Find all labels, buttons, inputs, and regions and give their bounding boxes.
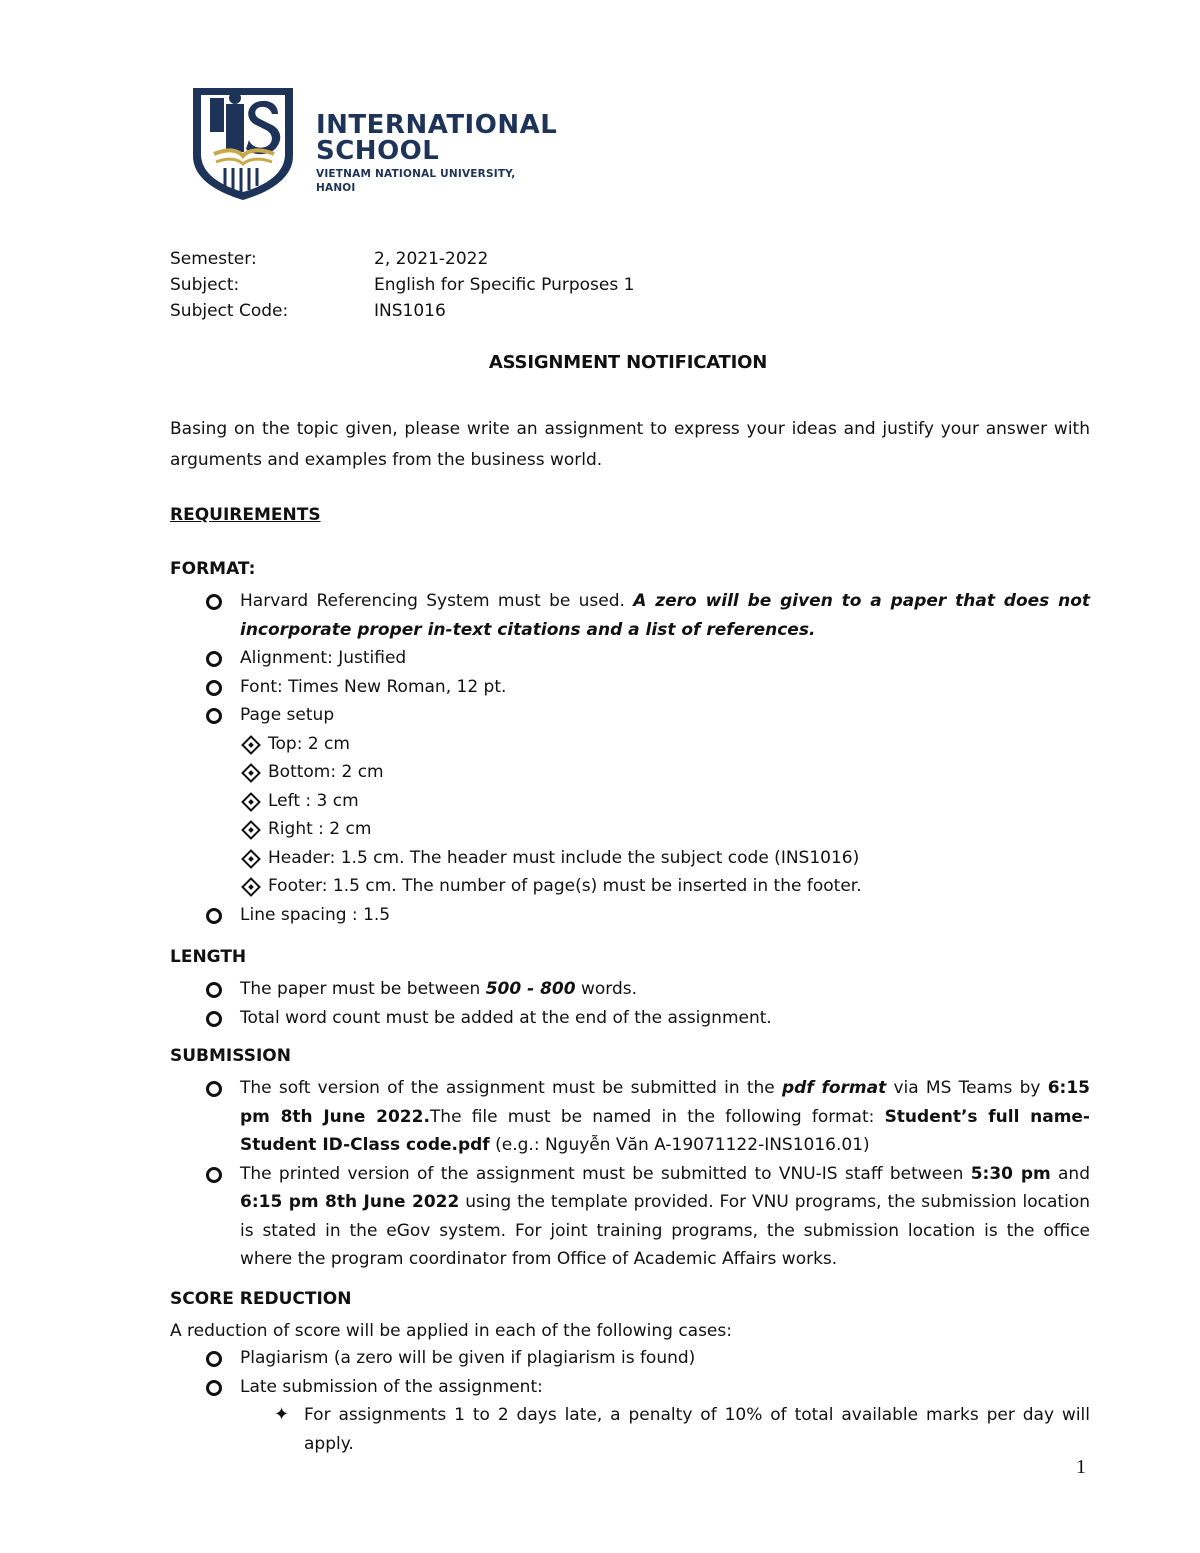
length-heading: LENGTH bbox=[170, 947, 247, 967]
course-meta bbox=[170, 246, 634, 324]
school-logo bbox=[190, 86, 558, 204]
late-penalty-text: For assignments 1 to 2 days late, a penalty of 10% of total available marks per day will apply. bbox=[304, 1405, 1090, 1454]
soft-text-c: via MS Teams by bbox=[886, 1078, 1048, 1098]
print-text-a: The printed version of the assignment must be submitted to VNU-IS staff between bbox=[240, 1163, 971, 1184]
right-margin-text: Right : 2 cm bbox=[268, 819, 372, 839]
soft-text-e: The file must be named in the following format: bbox=[429, 1106, 885, 1127]
circle-bullet-icon bbox=[206, 1380, 222, 1396]
sub-list-item bbox=[170, 844, 1090, 873]
file-name-example: (e.g.: Nguyễn Văn A-19071122-INS1016.01) bbox=[489, 1135, 870, 1155]
diamond-bullet-icon bbox=[241, 735, 261, 755]
circle-bullet-icon bbox=[206, 708, 222, 724]
line-spacing-text: Line spacing : 1.5 bbox=[240, 904, 391, 925]
harvard-warning: A zero will be given to a paper that does not incorporate proper in-text citations and a list of references. bbox=[240, 591, 1091, 640]
circle-bullet-icon bbox=[206, 1011, 222, 1027]
print-deadline: 6:15 pm 8th June 2022 bbox=[240, 1192, 460, 1212]
subject-row bbox=[170, 272, 634, 298]
list-item bbox=[170, 1004, 1090, 1033]
sub-list-item bbox=[170, 1401, 1090, 1458]
length-text-c: words. bbox=[575, 979, 638, 999]
page-setup-text: Page setup bbox=[240, 705, 335, 725]
alignment-text: Alignment: Justified bbox=[240, 648, 407, 668]
left-margin-text: Left : 3 cm bbox=[268, 790, 359, 811]
diamond-bullet-icon bbox=[241, 792, 261, 812]
logo-line-2: SCHOOL bbox=[316, 136, 440, 166]
format-heading: FORMAT: bbox=[170, 559, 256, 579]
plagiarism-text: Plagiarism (a zero will be given if plagiarism is found) bbox=[240, 1348, 696, 1368]
subject-code-value: INS1016 bbox=[374, 301, 446, 321]
logo-line-1: INTERNATIONAL bbox=[316, 110, 558, 140]
sub-list-item bbox=[170, 730, 1090, 759]
font-text: Font: Times New Roman, 12 pt. bbox=[240, 676, 507, 697]
list-item bbox=[170, 975, 1090, 1004]
header-text: Header: 1.5 cm. The header must include the subject code (INS1016) bbox=[268, 847, 860, 868]
circle-bullet-icon bbox=[206, 908, 222, 924]
diamond-bullet-icon bbox=[241, 877, 261, 897]
subject-value: English for Specific Purposes 1 bbox=[374, 275, 635, 295]
logo-line-3: VIETNAM NATIONAL UNIVERSITY, HANOI bbox=[316, 168, 516, 194]
intro-paragraph: Basing on the topic given, please write an assignment to express your ideas and justify your answer with arguments and examples from the business world. bbox=[170, 419, 1090, 470]
length-list bbox=[170, 975, 1090, 1032]
requirements-heading: REQUIREMENTS bbox=[170, 505, 321, 525]
score-intro: A reduction of score will be applied in each of the following cases: bbox=[170, 1321, 732, 1341]
footer-text: Footer: 1.5 cm. The number of page(s) must be inserted in the footer. bbox=[268, 876, 862, 896]
top-margin-text: Top: 2 cm bbox=[268, 733, 350, 754]
list-item bbox=[170, 1160, 1090, 1274]
score-reduction-heading: SCORE REDUCTION bbox=[170, 1289, 352, 1309]
soft-deadline: 6:15 pm 8th June 2022. bbox=[240, 1078, 1090, 1127]
score-list bbox=[170, 1344, 1090, 1458]
subject-label: Subject: bbox=[170, 275, 240, 295]
word-count-text: Total word count must be added at the end of the assignment. bbox=[240, 1007, 772, 1028]
list-item bbox=[170, 1344, 1090, 1373]
circle-bullet-icon bbox=[206, 651, 222, 667]
list-item bbox=[170, 901, 1090, 930]
sub-list-item bbox=[170, 787, 1090, 816]
star-bullet-icon: ✦ bbox=[274, 1404, 290, 1425]
print-text-e: using the template provided. For VNU programs, the submission location is stated in the eGov system. For joint training programs, the submission location is the office where the program coordinator from Office of Academic Affairs works. bbox=[240, 1192, 1090, 1269]
submission-heading: SUBMISSION bbox=[170, 1046, 291, 1066]
list-item bbox=[170, 673, 1090, 702]
diamond-bullet-icon bbox=[241, 763, 261, 783]
print-start-time: 5:30 pm bbox=[970, 1163, 1051, 1184]
list-item bbox=[170, 701, 1090, 730]
sub-list-item bbox=[170, 815, 1090, 844]
list-item bbox=[170, 1373, 1090, 1402]
list-item bbox=[170, 587, 1090, 644]
list-item bbox=[170, 1074, 1090, 1160]
list-item bbox=[170, 644, 1090, 673]
length-text-a: The paper must be between bbox=[240, 979, 486, 999]
subject-code-row bbox=[170, 298, 634, 324]
file-name-format: Student’s full name-Student ID-Class code.pdf bbox=[240, 1106, 1090, 1155]
semester-value: 2, 2021-2022 bbox=[374, 249, 489, 269]
logo-wordmark bbox=[316, 112, 557, 195]
harvard-text: Harvard Referencing System must be used. bbox=[240, 591, 625, 611]
circle-bullet-icon bbox=[206, 1351, 222, 1367]
soft-text-a: The soft version of the assignment must be submitted in the bbox=[240, 1078, 782, 1098]
circle-bullet-icon bbox=[206, 680, 222, 696]
circle-bullet-icon bbox=[206, 982, 222, 998]
length-range: 500 - 800 bbox=[485, 979, 576, 999]
sub-list-item bbox=[170, 758, 1090, 787]
submission-list bbox=[170, 1074, 1090, 1274]
sub-list-item bbox=[170, 872, 1090, 901]
circle-bullet-icon bbox=[206, 594, 222, 610]
format-list bbox=[170, 587, 1090, 929]
subject-code-label: Subject Code: bbox=[170, 301, 289, 321]
circle-bullet-icon bbox=[206, 1167, 222, 1183]
soft-format: pdf format bbox=[781, 1078, 887, 1098]
crest-icon bbox=[190, 86, 296, 202]
diamond-bullet-icon bbox=[241, 849, 261, 869]
print-text-c: and bbox=[1050, 1163, 1091, 1184]
circle-bullet-icon bbox=[206, 1081, 222, 1097]
bottom-margin-text: Bottom: 2 cm bbox=[268, 762, 384, 782]
diamond-bullet-icon bbox=[241, 820, 261, 840]
late-submission-text: Late submission of the assignment: bbox=[240, 1376, 543, 1397]
semester-label: Semester: bbox=[170, 249, 257, 269]
semester-row bbox=[170, 246, 634, 272]
page-title: ASSIGNMENT NOTIFICATION bbox=[488, 352, 768, 373]
page-number: 1 bbox=[1076, 1456, 1086, 1478]
